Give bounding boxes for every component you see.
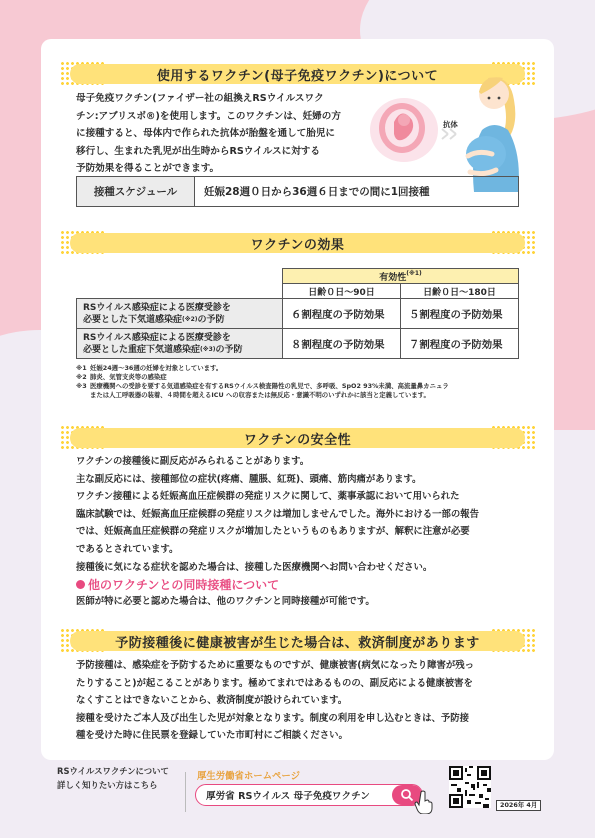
content-card xyxy=(41,39,554,760)
text-line: 母子免疫ワクチン(ファイザー社の組換えRSウイルスワク xyxy=(76,93,324,104)
section-header-safety xyxy=(70,425,525,451)
text-line: 接種後に気になる症状を認めた場合は、接種した医療機関へお問い合わせください。 xyxy=(76,561,433,573)
text-line: 接種を受けたご本人及び出生した児が対象となります。制度の利用を申し込むときは、予防接 xyxy=(76,712,470,724)
table-cell: ６割程度の予防効果 xyxy=(283,299,401,329)
footnotes xyxy=(76,364,449,400)
text-line: であるとされています。 xyxy=(76,543,179,555)
schedule-label: 接種スケジュール xyxy=(77,177,195,206)
pregnant-woman-illustration xyxy=(366,72,526,192)
column-header: 日齢０日～90日 xyxy=(283,284,401,299)
pointer-hand-icon xyxy=(414,790,436,814)
concurrent-vaccination-heading: 他のワクチンとの同時接種について xyxy=(76,576,279,593)
mhlw-homepage-label: 厚生労働省ホームページ xyxy=(197,771,300,782)
qr-code-icon[interactable] xyxy=(449,766,491,808)
row-label: RSウイルス感染症による医療受診を 必要とした下気道感染症$^{(※2)}$の予防 xyxy=(77,299,283,329)
footer-line: 詳しく知りたい方はこちら xyxy=(57,780,158,790)
text-line: チン:アブリスボ®)を使用します。このワクチンは、妊婦の方 xyxy=(76,110,341,122)
column-header: 日齢０日～180日 xyxy=(401,284,519,299)
text-line: 種を受けた時に住民票を登録していた市町村にご相談ください。 xyxy=(76,730,348,742)
table-row xyxy=(77,329,519,359)
text-line: ワクチンの接種後に副反応がみられることがあります。 xyxy=(76,456,310,467)
section-title: ワクチンの安全性 xyxy=(243,432,352,448)
search-text: 厚労省 RSウイルス 母子免疫ワクチン xyxy=(206,791,370,802)
text-line: なくすことはできないことから、救済制度が設けられています。 xyxy=(76,695,348,707)
efficacy-header: 有効性$^{(※1)}$ xyxy=(283,269,519,284)
row-label: RSウイルス感染症による医療受診を 必要とした重症下気道感染症$^{(※3)}$の予防 xyxy=(77,329,283,359)
section-title: 予防接種後に健康被害が生じた場合は、救済制度があります xyxy=(115,635,480,651)
section-title: ワクチンの効果 xyxy=(250,237,345,253)
text-line: 臨床試験では、妊娠高血圧症候群の発症リスクは増加しませんでした。海外における一部の報告 xyxy=(76,508,479,520)
footnote: ※3 医療機関への受診を要する気道感染症を有するRSウイルス検査陽性の乳児で、多呼吸、SpO2 93%未満、高流量鼻カニュラ xyxy=(76,382,449,390)
footer-divider xyxy=(185,772,186,812)
search-icon xyxy=(400,788,414,802)
table-cell: ５割程度の予防効果 xyxy=(401,299,519,329)
footnote: または人工呼吸器の装着、４時間を超えるICU への収容または無反応・意識不明のいずれかに該当と定義しています。 xyxy=(90,391,430,399)
section-header-effect xyxy=(70,230,525,256)
bullet-icon xyxy=(76,580,85,589)
safety-text xyxy=(76,453,526,576)
relief-text xyxy=(76,657,526,745)
section-header-relief xyxy=(70,628,525,654)
vaccine-description xyxy=(76,90,386,178)
text-line: 移行し、生まれた乳児が出生時からRSウイルスに対する xyxy=(76,145,320,157)
text-line: ワクチン接種による妊娠高血圧症候群の発症リスクに関して、薬事承認において用いられた xyxy=(76,491,460,503)
search-box[interactable] xyxy=(195,784,423,806)
text-line: 予防接種は、感染症を予防するために重要なものですが、健康被害(病気になったり障害が残っ xyxy=(76,660,475,671)
text-line: 主な副反応には、接種部位の症状(疼痛、腫脹、紅斑)、頭痛、筋肉痛があります。 xyxy=(76,473,422,485)
text-line: では、妊娠高血圧症候群の発症リスクが増加したというものもありますが、解釈に注意が必要 xyxy=(76,526,470,538)
schedule-box xyxy=(76,176,519,207)
issue-date-badge: 2026年 4月 xyxy=(496,800,541,811)
table-corner xyxy=(77,269,283,299)
text-line: たりすること)が起こることがあります。極めてまれではあるものの、副反応による健康被害を xyxy=(76,677,473,689)
schedule-value: 妊娠28週０日から36週６日までの間に1回接種 xyxy=(204,186,430,198)
footnote: ※2 肺炎、気管支炎等の感染症 xyxy=(76,373,167,381)
footnote: ※1 妊娠24週～36週の妊婦を対象としています。 xyxy=(76,364,223,372)
table-cell: ７割程度の予防効果 xyxy=(401,329,519,359)
text-line: に接種すると、母体内で作られた抗体が胎盤を通して胎児に xyxy=(76,128,336,140)
efficacy-table xyxy=(76,268,519,359)
footer-line: RSウイルスワクチンについて xyxy=(57,766,169,776)
section-title: 使用するワクチン(母子免疫ワクチン)について xyxy=(156,68,439,84)
text-line: 予防効果を得ることができます。 xyxy=(76,163,220,175)
antibody-label: 抗体 xyxy=(443,120,458,129)
table-cell: ８割程度の予防効果 xyxy=(283,329,401,359)
concurrent-vaccination-text: 医師が特に必要と認めた場合は、他のワクチンと同時接種が可能です。 xyxy=(76,596,375,607)
footer-caption xyxy=(57,764,169,792)
table-row xyxy=(77,299,519,329)
